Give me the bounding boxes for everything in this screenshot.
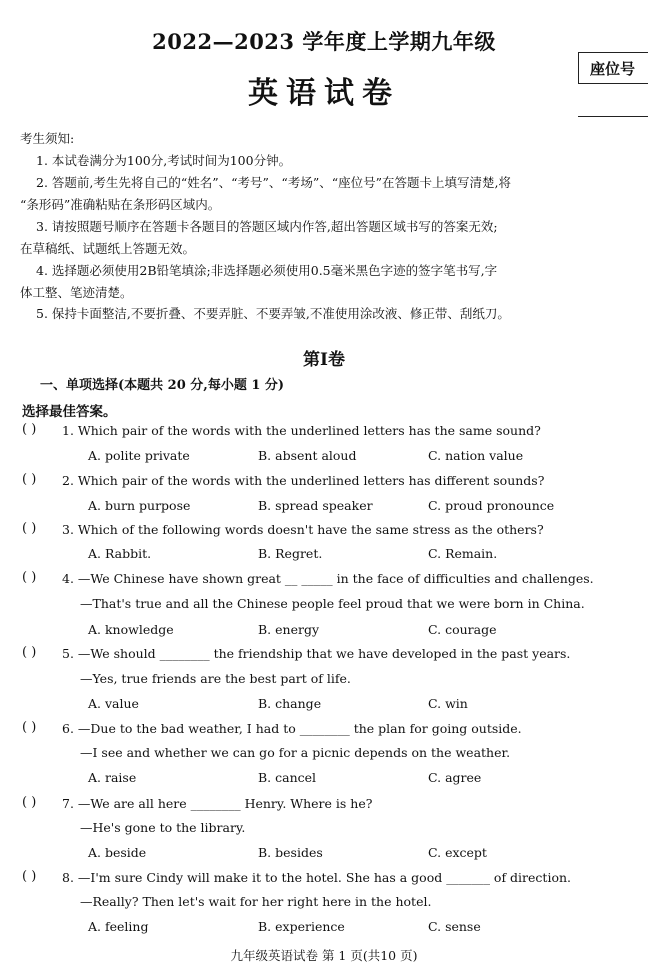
seat-number-label: 座位号 xyxy=(590,60,636,78)
notice-item: 在草稿纸、试题纸上答题无效。 xyxy=(20,241,196,256)
answer-bracket[interactable]: ( ) xyxy=(22,422,37,437)
option-c: C. courage xyxy=(428,622,497,637)
answer-bracket[interactable]: ( ) xyxy=(22,795,37,810)
question-text: 8. —I'm sure Cindy will make it to the hotel. She has a good _______ of direction. xyxy=(62,870,572,885)
option-a: A. polite private xyxy=(88,448,190,463)
question-text: 2. Which pair of the words with the underlined letters has different sounds? xyxy=(62,473,545,488)
notice-item: 体工整、笔迹清楚。 xyxy=(20,285,133,300)
option-a: A. raise xyxy=(88,770,137,785)
option-b: B. absent aloud xyxy=(258,448,357,463)
notice-item: 4. 选择题必须使用2B铅笔填涂;非选择题必须使用0.5毫米黑色字迹的签字笔书写,字 xyxy=(36,263,498,278)
option-c: C. Remain. xyxy=(428,546,498,561)
notice-item: 3. 请按照题号顺序在答题卡各题目的答题区域内作答,超出答题区域书写的答案无效; xyxy=(36,219,498,234)
volume-heading: 第Ⅰ卷 xyxy=(303,350,345,370)
option-b: B. experience xyxy=(258,919,345,934)
option-c: C. except xyxy=(428,845,487,860)
question-text: 6. —Due to the bad weather, I had to ________ the plan for going outside. xyxy=(62,721,522,736)
option-b: B. besides xyxy=(258,845,323,860)
answer-bracket[interactable]: ( ) xyxy=(22,521,37,536)
question-text: 1. Which pair of the words with the underlined letters has the same sound? xyxy=(62,423,541,438)
part-title: 一、单项选择(本题共 20 分,每小题 1 分) xyxy=(40,378,285,393)
notice-item: 1. 本试卷满分为100分,考试时间为100分钟。 xyxy=(36,153,292,168)
option-a: A. knowledge xyxy=(88,622,174,637)
option-b: B. energy xyxy=(258,622,320,637)
notice-heading: 考生须知: xyxy=(20,131,75,146)
page-footer: 九年级英语试卷 第 1 页(共10 页) xyxy=(230,948,418,963)
option-a: A. Rabbit. xyxy=(88,546,152,561)
option-c: C. sense xyxy=(428,919,481,934)
option-b: B. change xyxy=(258,696,322,711)
exam-subject-title: 英语试卷 xyxy=(248,76,400,111)
option-c: C. nation value xyxy=(428,448,524,463)
option-a: A. burn purpose xyxy=(88,498,191,513)
option-a: A. beside xyxy=(88,845,147,860)
answer-bracket[interactable]: ( ) xyxy=(22,869,37,884)
instruction-text: 选择最佳答案。 xyxy=(22,404,117,420)
answer-bracket[interactable]: ( ) xyxy=(22,645,37,660)
notice-item: 5. 保持卡面整洁,不要折叠、不要弄脏、不要弄皱,不准使用涂改液、修正带、刮纸刀。 xyxy=(36,306,510,321)
option-b: B. cancel xyxy=(258,770,317,785)
question-text: 5. —We should ________ the friendship that we have developed in the past years. xyxy=(62,646,571,661)
answer-bracket[interactable]: ( ) xyxy=(22,570,37,585)
option-a: A. value xyxy=(88,696,139,711)
option-a: A. feeling xyxy=(88,919,149,934)
option-b: B. spread speaker xyxy=(258,498,373,513)
answer-bracket[interactable]: ( ) xyxy=(22,720,37,735)
answer-bracket[interactable]: ( ) xyxy=(22,472,37,487)
question-reply: —Yes, true friends are the best part of life. xyxy=(80,671,351,686)
option-c: C. win xyxy=(428,696,468,711)
question-text: 3. Which of the following words doesn't have the same stress as the others? xyxy=(62,522,544,537)
option-c: C. proud pronounce xyxy=(428,498,555,513)
notice-item: 2. 答题前,考生先将自己的“姓名”、“考号”、“考场”、“座位号”在答题卡上填写清楚,将 xyxy=(36,175,511,190)
question-reply: —I see and whether we can go for a picnic depends on the weather. xyxy=(80,745,511,760)
seat-number-field[interactable] xyxy=(578,116,648,117)
exam-year-title: 2022—2023 学年度上学期九年级 xyxy=(152,29,496,54)
question-text: 7. —We are all here ________ Henry. Where is he? xyxy=(62,796,373,811)
question-reply: —He's gone to the library. xyxy=(80,820,246,835)
option-c: C. agree xyxy=(428,770,482,785)
question-reply: —Really? Then let's wait for her right here in the hotel. xyxy=(80,894,432,909)
notice-item: “条形码”准确粘贴在条形码区域内。 xyxy=(20,197,221,212)
question-text: 4. —We Chinese have shown great __ _____ in the face of difficulties and challenges. xyxy=(62,571,594,586)
question-reply: —That's true and all the Chinese people feel proud that we were born in China. xyxy=(80,596,585,611)
option-b: B. Regret. xyxy=(258,546,323,561)
